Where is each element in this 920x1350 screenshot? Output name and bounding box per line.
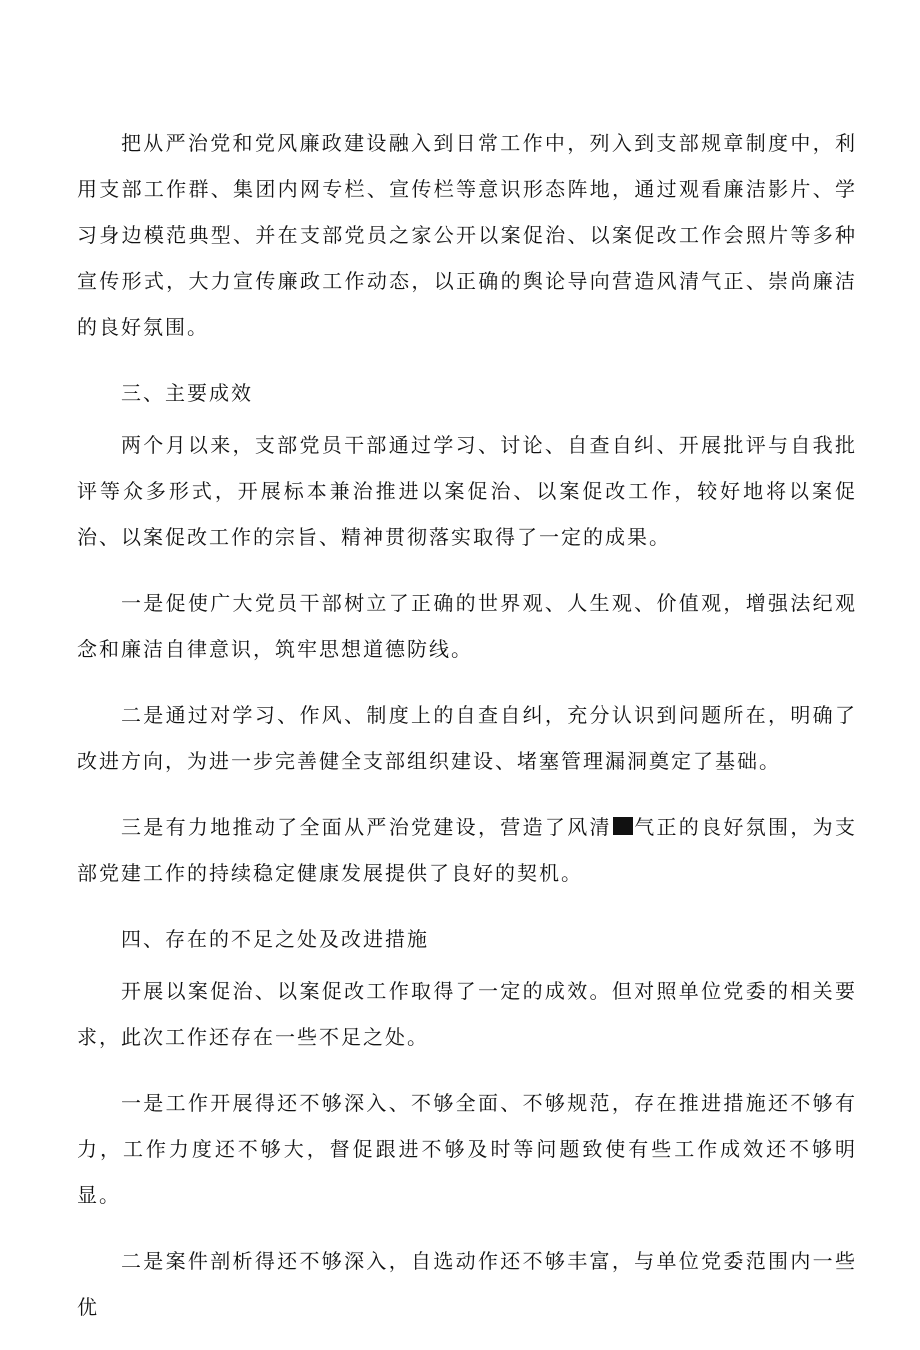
paragraph-result-one: 一是促使广大党员干部树立了正确的世界观、人生观、价值观，增强法纪观念和廉洁自律意识，筑牢思想道德防线。 — [77, 591, 857, 661]
redaction-block — [613, 817, 633, 835]
paragraph-shortcoming-one: 一是工作开展得还不够深入、不够全面、不够规范，存在推进措施还不够有力，工作力度还不够大，督促跟进不够及时等问题致使有些工作成效还不够明显。 — [77, 1091, 857, 1207]
paragraph-shortcomings-intro: 开展以案促治、以案促改工作取得了一定的成效。但对照单位党委的相关要求，此次工作还存在一些不足之处。 — [77, 979, 857, 1049]
paragraph-results-summary: 两个月以来，支部党员干部通过学习、讨论、自查自纠、开展批评与自我批评等众多形式，开展标本兼治推进以案促治、以案促改工作，较好地将以案促治、以案促改工作的宗旨、精神贯彻落实取得了一定的成果。 — [77, 433, 857, 549]
paragraph-publicity: 把从严治党和党风廉政建设融入到日常工作中，列入到支部规章制度中，利用支部工作群、集团内网专栏、宣传栏等意识形态阵地，通过观看廉洁影片、学习身边模范典型、并在支部党员之家公开以案促治、以案促改工作会照片等多种宣传形式，大力宣传廉政工作动态，以正确的舆论导向营造风清气正、崇尚廉洁的良好氛围。 — [77, 131, 857, 339]
paragraph-result-three — [77, 804, 857, 896]
paragraph-result-three-part-1: 三是有力地推动了全面从严治党建设，营造了风清 — [121, 815, 612, 839]
section-heading-shortcomings: 四、存在的不足之处及改进措施 — [121, 927, 429, 951]
section-heading-main-results: 三、主要成效 — [121, 381, 253, 405]
paragraph-result-two: 二是通过对学习、作风、制度上的自查自纠，充分认识到问题所在，明确了改进方向，为进一步完善健全支部组织建设、堵塞管理漏洞奠定了基础。 — [77, 703, 857, 773]
paragraph-result-three-part-2: 气正的良好氛围，为支部党建工作的持续稳定健康发展提供了良好的契机。 — [77, 815, 857, 885]
paragraph-shortcoming-two: 二是案件剖析得还不够深入，自选动作还不够丰富，与单位党委范围内一些优 — [77, 1249, 857, 1319]
document-body — [77, 120, 857, 1350]
